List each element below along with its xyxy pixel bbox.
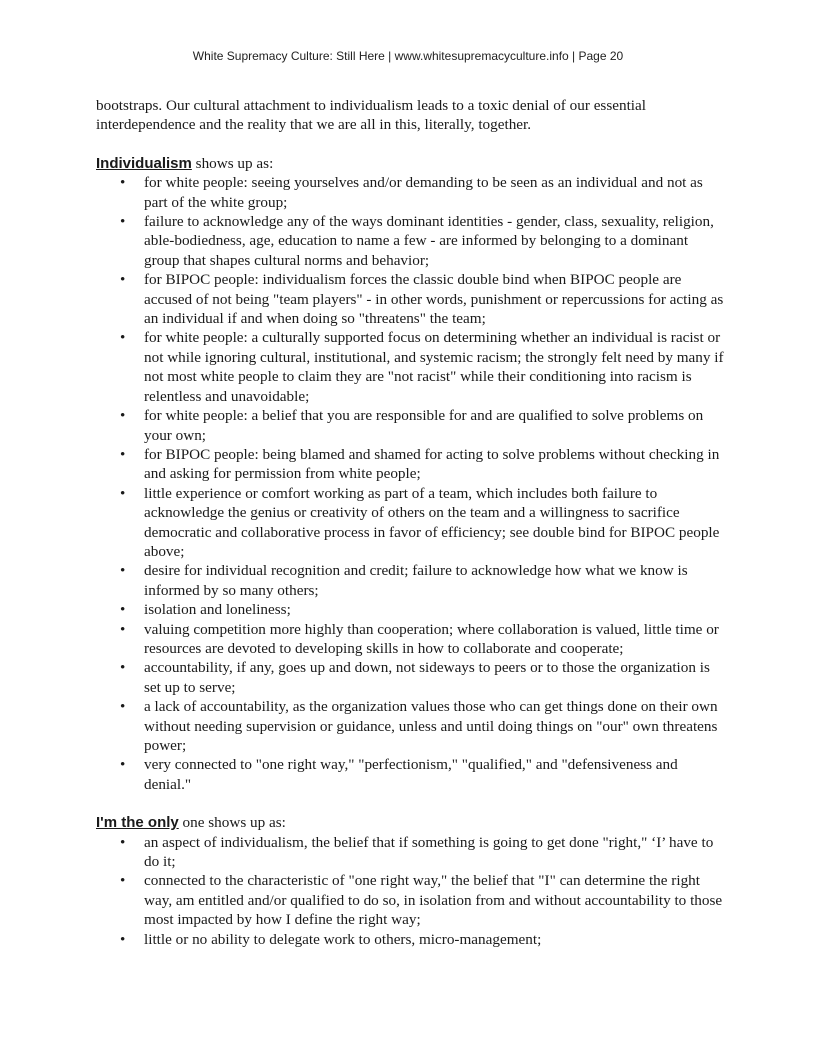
list-item: • for white people: a culturally supported focus on determining whether an individual is racist or not while ignoring cultural, institutional, and systemic racism; the strongly felt need by many if not most white people to claim they are "not racist" while their conditioning into racism is relentless and unavoidable; [144,328,726,406]
individualism-heading [96,154,726,173]
list-item: • for white people: seeing yourselves and/or demanding to be seen as an individual and not as part of the white group; [144,173,726,212]
list-item: • for white people: a belief that you are responsible for and are qualified to solve problems on your own; [144,406,726,445]
page-content [96,96,726,949]
only-one-section [96,813,726,949]
individualism-section [96,154,726,794]
individualism-list [96,173,726,794]
list-item: • a lack of accountability, as the organization values those who can get things done on their own without needing supervision or guidance, unless and until doing things on "our" own threatens power; [144,697,726,755]
list-item: • desire for individual recognition and credit; failure to acknowledge how what we know is informed by so many others; [144,561,726,600]
list-item: • failure to acknowledge any of the ways dominant identities - gender, class, sexuality, religion, able-bodiedness, age, education to name a few - are informed by belonging to a dominant group that shapes cultural norms and behavior; [144,212,726,270]
only-one-list [96,833,726,949]
list-item: • very connected to "one right way," "perfectionism," "qualified," and "defensiveness and denial." [144,755,726,794]
list-item: • little or no ability to delegate work to others, micro-management; [144,930,726,949]
individualism-term: Individualism [96,154,192,172]
individualism-heading-suffix: shows up as: [191,154,274,172]
list-item: • for BIPOC people: individualism forces the classic double bind when BIPOC people are accused of not being "team players" - in other words, punishment or repercussions for acting as an individual if and when doing so "threatens" the team; [144,270,726,328]
page-header: White Supremacy Culture: Still Here | www.whitesupremacyculture.info | Page 20 [192,49,624,63]
list-item: • accountability, if any, goes up and down, not sideways to peers or to those the organization is set up to serve; [144,658,726,697]
intro-paragraph: bootstraps. Our cultural attachment to individualism leads to a toxic denial of our essential interdependence and the reality that we are all in this, literally, together. [96,97,646,134]
list-item: • valuing competition more highly than cooperation; where collaboration is valued, little time or resources are devoted to developing skills in how to collaborate and cooperate; [144,620,726,659]
list-item: • connected to the characteristic of "one right way," the belief that "I" can determine the right way, am entitled and/or qualified to do so, in isolation from and without accountability to those most impacted by how I define the right way; [144,871,726,929]
list-item: • for BIPOC people: being blamed and shamed for acting to solve problems without checking in and asking for permission from white people; [144,445,726,484]
list-item: • little experience or comfort working as part of a team, which includes both failure to acknowledge the genius or creativity of others on the team and a willingness to sacrifice democratic and collaborative process in favor of efficiency; see double bind for BIPOC people above; [144,484,726,562]
list-item: • isolation and loneliness; [144,600,726,619]
only-one-heading [96,813,726,832]
list-item: • an aspect of individualism, the belief that if something is going to get done "right," ‘I’ have to do it; [144,833,726,872]
only-one-term: I'm the only [96,814,179,832]
only-one-heading-suffix: one shows up as: [178,814,286,832]
